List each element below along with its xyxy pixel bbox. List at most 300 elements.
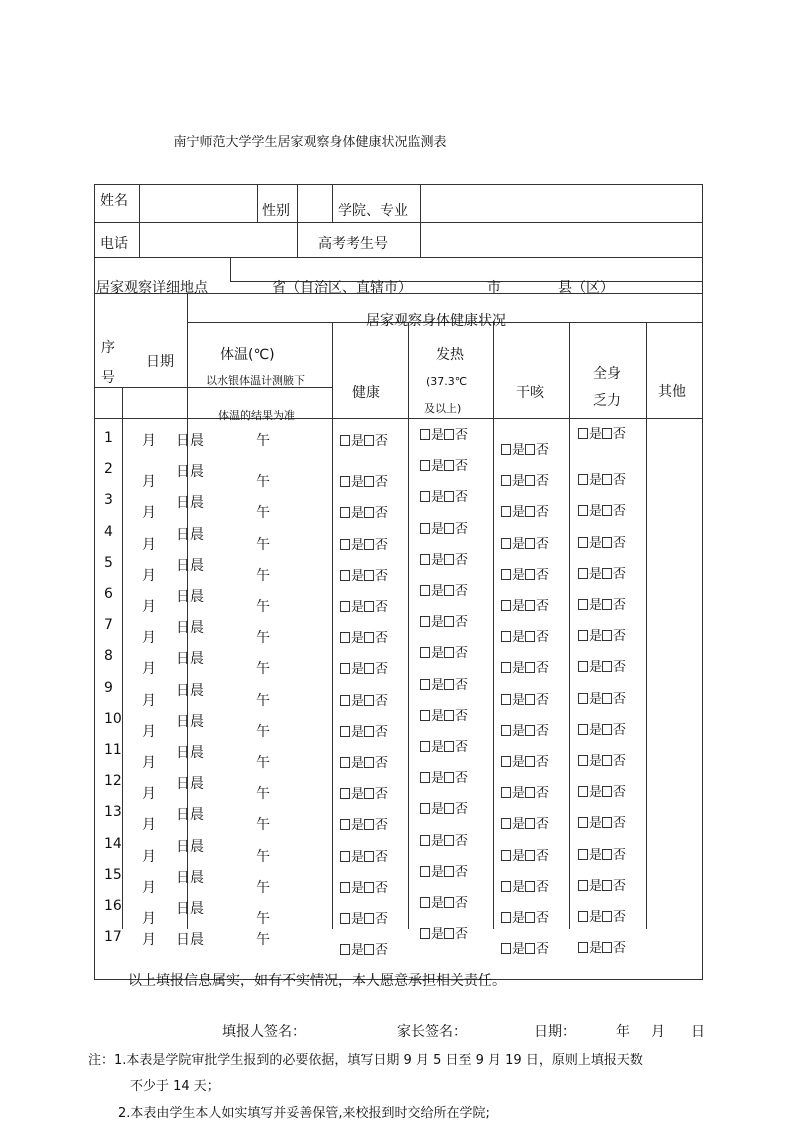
- yes-label: 是: [351, 631, 365, 647]
- checkbox-no[interactable]: [364, 882, 374, 893]
- row-number: 4: [104, 523, 113, 540]
- checkbox-yes[interactable]: [420, 460, 430, 471]
- no-label: 否: [613, 660, 627, 676]
- month-label: 月: [142, 661, 156, 678]
- checkbox-no[interactable]: [444, 710, 454, 721]
- checkbox-no[interactable]: [602, 911, 612, 922]
- no-label: 否: [613, 598, 627, 613]
- checkbox-yes[interactable]: [578, 537, 588, 548]
- yes-no-fever: [420, 455, 468, 474]
- no-label: 否: [375, 787, 389, 803]
- no-label: 否: [455, 927, 469, 943]
- day-label: 日: [176, 869, 190, 886]
- no-label: 否: [613, 754, 627, 769]
- yes-label: 是: [431, 584, 445, 599]
- checkbox-no[interactable]: [444, 928, 454, 939]
- checkbox-yes[interactable]: [340, 819, 350, 830]
- yes-no-cough: [501, 564, 549, 583]
- checkbox-no[interactable]: [602, 599, 612, 610]
- yes-no-fever: [420, 549, 468, 568]
- checkbox-yes[interactable]: [501, 538, 511, 549]
- yes-label: 是: [512, 599, 526, 614]
- checkbox-yes[interactable]: [420, 928, 430, 939]
- checkbox-no[interactable]: [525, 694, 535, 705]
- checkbox-no[interactable]: [364, 663, 374, 674]
- yes-label: 是: [589, 473, 603, 489]
- checkbox-yes[interactable]: [578, 505, 588, 516]
- page-title: 南宁师范大学学生居家观察身体健康状况监测表: [173, 135, 447, 150]
- checkbox-no[interactable]: [444, 616, 454, 627]
- month-label: 月: [142, 599, 156, 615]
- yes-no-fever: [420, 861, 468, 880]
- checkbox-yes[interactable]: [501, 912, 511, 923]
- checkbox-no[interactable]: [525, 756, 535, 767]
- checkbox-yes[interactable]: [340, 882, 350, 893]
- fever-note-1: (37.3℃: [426, 375, 468, 388]
- yes-label: 是: [431, 802, 445, 818]
- checkbox-no[interactable]: [444, 523, 454, 534]
- checkbox-no[interactable]: [364, 788, 374, 799]
- noon-label: 午: [256, 692, 270, 709]
- day-label: 日: [176, 682, 190, 699]
- no-label: 否: [613, 504, 627, 520]
- parent-signature-label: 家长签名：: [397, 1024, 467, 1040]
- checkbox-no[interactable]: [364, 539, 374, 550]
- yes-label: 是: [431, 896, 445, 911]
- yes-label: 是: [589, 754, 603, 769]
- checkbox-yes[interactable]: [578, 428, 588, 439]
- checkbox-yes[interactable]: [501, 756, 511, 767]
- row-number: 5: [104, 554, 113, 571]
- yes-no-cough: [501, 938, 549, 957]
- no-label: 否: [613, 878, 627, 894]
- checkbox-no[interactable]: [525, 881, 535, 892]
- checkbox-no[interactable]: [525, 662, 535, 673]
- morning-label: 晨: [190, 932, 204, 949]
- checkbox-no[interactable]: [444, 772, 454, 783]
- phone-label: 电话: [100, 236, 128, 252]
- yes-label: 是: [512, 817, 526, 833]
- checkbox-no[interactable]: [444, 554, 454, 565]
- no-label: 否: [375, 849, 389, 865]
- checkbox-yes[interactable]: [420, 897, 430, 908]
- row-number: 16: [104, 898, 122, 914]
- no-label: 否: [455, 459, 469, 475]
- checkbox-yes[interactable]: [340, 663, 350, 674]
- checkbox-yes[interactable]: [420, 772, 430, 783]
- no-label: 否: [455, 771, 469, 787]
- checkbox-yes[interactable]: [501, 600, 511, 611]
- day-label: 日: [176, 464, 190, 481]
- checkbox-no[interactable]: [602, 849, 612, 860]
- checkbox-yes[interactable]: [340, 757, 350, 768]
- yes-no-fever: [420, 580, 468, 599]
- no-label: 否: [536, 536, 550, 552]
- yes-no-cough: [501, 907, 549, 926]
- checkbox-yes[interactable]: [340, 851, 350, 862]
- checkbox-yes[interactable]: [501, 818, 511, 829]
- checkbox-no[interactable]: [444, 585, 454, 596]
- checkbox-no[interactable]: [364, 757, 374, 768]
- no-label: 否: [536, 567, 550, 583]
- yes-no-fatigue: [578, 423, 626, 442]
- no-label: 否: [613, 816, 627, 832]
- yes-label: 是: [512, 536, 526, 552]
- checkbox-no[interactable]: [602, 568, 612, 579]
- checkbox-yes[interactable]: [578, 817, 588, 828]
- checkbox-no[interactable]: [364, 726, 374, 737]
- yes-label: 是: [512, 474, 526, 490]
- checkbox-no[interactable]: [444, 647, 454, 658]
- yes-no-cough: [501, 501, 549, 520]
- checkbox-yes[interactable]: [578, 849, 588, 860]
- checkbox-no[interactable]: [525, 600, 535, 611]
- checkbox-no[interactable]: [364, 507, 374, 518]
- day-label: 日: [176, 932, 190, 949]
- city-label: 市: [487, 280, 501, 296]
- no-label: 否: [455, 490, 469, 506]
- checkbox-yes[interactable]: [340, 944, 350, 955]
- checkbox-no[interactable]: [525, 850, 535, 861]
- yes-label: 是: [351, 849, 365, 865]
- checkbox-no[interactable]: [525, 787, 535, 798]
- checkbox-yes[interactable]: [578, 880, 588, 891]
- no-label: 否: [536, 817, 550, 833]
- fatigue-header-1: 全身: [593, 366, 621, 382]
- date-day: 日: [691, 1024, 705, 1040]
- checkbox-yes[interactable]: [340, 435, 350, 446]
- checkbox-no[interactable]: [602, 661, 612, 672]
- checkbox-yes[interactable]: [501, 444, 511, 455]
- no-label: 否: [536, 942, 550, 958]
- yes-no-health: [340, 690, 388, 709]
- checkbox-no[interactable]: [602, 942, 612, 953]
- yes-label: 是: [589, 910, 603, 925]
- no-label: 否: [375, 880, 389, 896]
- checkbox-yes[interactable]: [578, 630, 588, 641]
- yes-no-fever: [420, 424, 468, 443]
- checkbox-no[interactable]: [364, 632, 374, 643]
- checkbox-yes[interactable]: [501, 787, 511, 798]
- no-label: 否: [375, 631, 389, 647]
- morning-label: 晨: [190, 620, 204, 637]
- checkbox-no[interactable]: [364, 695, 374, 706]
- no-label: 否: [536, 599, 550, 614]
- address-label: 居家观察详细地点: [96, 280, 208, 296]
- checkbox-no[interactable]: [364, 819, 374, 830]
- yes-no-fever: [420, 892, 468, 911]
- checkbox-no[interactable]: [444, 835, 454, 846]
- checkbox-no[interactable]: [444, 679, 454, 690]
- yes-label: 是: [431, 708, 445, 724]
- yes-no-cough: [501, 470, 549, 489]
- checkbox-yes[interactable]: [578, 568, 588, 579]
- noon-label: 午: [256, 786, 270, 803]
- no-label: 否: [375, 943, 389, 959]
- checkbox-no[interactable]: [364, 851, 374, 862]
- yes-no-health: [340, 502, 388, 521]
- day-label: 日: [176, 433, 190, 449]
- checkbox-yes[interactable]: [578, 911, 588, 922]
- checkbox-yes[interactable]: [420, 803, 430, 814]
- no-label: 否: [375, 568, 389, 584]
- checkbox-no[interactable]: [364, 944, 374, 955]
- checkbox-yes[interactable]: [420, 554, 430, 565]
- checkbox-yes[interactable]: [578, 693, 588, 704]
- checkbox-yes[interactable]: [420, 710, 430, 721]
- morning-label: 晨: [190, 464, 204, 481]
- checkbox-no[interactable]: [364, 570, 374, 581]
- yes-no-cough: [501, 689, 549, 708]
- checkbox-yes[interactable]: [340, 507, 350, 518]
- note-1-line-1: 注：1.本表是学院审批学生报到的必要依据，填写日期 9 月 5 日至 9 月 19 日，原则上填报天数: [88, 1053, 643, 1068]
- checkbox-no[interactable]: [602, 755, 612, 766]
- yes-no-fatigue: [578, 750, 626, 769]
- noon-label: 午: [256, 911, 270, 927]
- checkbox-yes[interactable]: [501, 725, 511, 736]
- exam-id-label: 高考考生号: [318, 236, 388, 252]
- yes-no-fatigue: [578, 812, 626, 831]
- yes-label: 是: [351, 912, 365, 927]
- checkbox-yes[interactable]: [420, 835, 430, 846]
- checkbox-yes[interactable]: [340, 788, 350, 799]
- checkbox-yes[interactable]: [420, 866, 430, 877]
- checkbox-yes[interactable]: [578, 599, 588, 610]
- checkbox-no[interactable]: [444, 491, 454, 502]
- no-label: 否: [455, 896, 469, 911]
- checkbox-no[interactable]: [525, 506, 535, 517]
- yes-no-health: [340, 783, 388, 802]
- row-number: 10: [104, 710, 122, 727]
- no-label: 否: [375, 724, 389, 740]
- no-label: 否: [455, 677, 469, 693]
- checkbox-yes[interactable]: [420, 491, 430, 502]
- yes-no-fatigue: [578, 532, 626, 551]
- checkbox-no[interactable]: [602, 474, 612, 485]
- checkbox-yes[interactable]: [420, 647, 430, 658]
- checkbox-yes[interactable]: [501, 662, 511, 673]
- noon-label: 午: [256, 630, 270, 647]
- no-label: 否: [613, 910, 627, 925]
- row-number: 9: [104, 679, 113, 696]
- checkbox-no[interactable]: [364, 601, 374, 612]
- checkbox-yes[interactable]: [420, 679, 430, 690]
- yes-label: 是: [351, 943, 365, 959]
- yes-label: 是: [589, 847, 603, 863]
- noon-label: 午: [256, 661, 270, 678]
- yes-no-cough: [501, 626, 549, 645]
- checkbox-yes[interactable]: [578, 786, 588, 797]
- yes-label: 是: [589, 878, 603, 894]
- day-label: 日: [176, 495, 190, 512]
- yes-label: 是: [589, 566, 603, 582]
- checkbox-yes[interactable]: [420, 616, 430, 627]
- checkbox-yes[interactable]: [501, 694, 511, 705]
- other-header: 其他: [658, 384, 686, 400]
- yes-no-health: [340, 627, 388, 646]
- fever-header: 发热: [436, 347, 464, 363]
- checkbox-no[interactable]: [525, 818, 535, 829]
- checkbox-no[interactable]: [525, 943, 535, 954]
- month-label: 月: [142, 474, 156, 491]
- checkbox-no[interactable]: [444, 741, 454, 752]
- yes-no-cough: [501, 595, 549, 614]
- row-number: 15: [104, 866, 122, 883]
- yes-label: 是: [589, 535, 603, 551]
- checkbox-yes[interactable]: [578, 755, 588, 766]
- yes-no-fever: [420, 611, 468, 630]
- checkbox-no[interactable]: [602, 693, 612, 704]
- row-number: 1: [104, 430, 113, 446]
- checkbox-yes[interactable]: [501, 850, 511, 861]
- row-number: 8: [104, 648, 113, 665]
- no-label: 否: [375, 506, 389, 522]
- noon-label: 午: [256, 433, 270, 449]
- checkbox-no[interactable]: [444, 803, 454, 814]
- checkbox-no[interactable]: [525, 475, 535, 486]
- morning-label: 晨: [190, 651, 204, 668]
- yes-no-cough: [501, 782, 549, 801]
- checkbox-yes[interactable]: [501, 569, 511, 580]
- yes-no-fatigue: [578, 594, 626, 613]
- checkbox-no[interactable]: [444, 460, 454, 471]
- checkbox-no[interactable]: [525, 444, 535, 455]
- checkbox-no[interactable]: [525, 912, 535, 923]
- checkbox-yes[interactable]: [578, 724, 588, 735]
- month-label: 月: [142, 505, 156, 522]
- checkbox-yes[interactable]: [340, 726, 350, 737]
- checkbox-no[interactable]: [525, 538, 535, 549]
- yes-no-fatigue: [578, 656, 626, 675]
- checkbox-yes[interactable]: [578, 942, 588, 953]
- no-label: 否: [613, 785, 627, 801]
- month-label: 月: [142, 911, 156, 927]
- no-label: 否: [613, 535, 627, 551]
- checkbox-yes[interactable]: [420, 429, 430, 440]
- no-label: 否: [455, 833, 469, 849]
- yes-no-fatigue: [578, 844, 626, 863]
- yes-label: 是: [351, 600, 365, 615]
- yes-label: 是: [351, 724, 365, 740]
- row-number: 14: [104, 835, 122, 852]
- checkbox-yes[interactable]: [340, 570, 350, 581]
- no-label: 否: [375, 537, 389, 553]
- yes-label: 是: [351, 662, 365, 678]
- checkbox-no[interactable]: [602, 505, 612, 516]
- day-label: 日: [176, 901, 190, 917]
- yes-no-cough: [501, 720, 549, 739]
- yes-label: 是: [512, 879, 526, 895]
- no-label: 否: [455, 708, 469, 724]
- checkbox-no[interactable]: [602, 428, 612, 439]
- checkbox-yes[interactable]: [340, 539, 350, 550]
- month-label: 月: [142, 879, 156, 896]
- checkbox-yes[interactable]: [340, 632, 350, 643]
- yes-no-fever: [420, 736, 468, 755]
- checkbox-no[interactable]: [444, 429, 454, 440]
- yes-label: 是: [431, 864, 445, 880]
- checkbox-no[interactable]: [525, 631, 535, 642]
- checkbox-yes[interactable]: [340, 476, 350, 487]
- checkbox-yes[interactable]: [501, 943, 511, 954]
- yes-no-fever: [420, 798, 468, 817]
- checkbox-no[interactable]: [602, 537, 612, 548]
- yes-no-fatigue: [578, 781, 626, 800]
- noon-label: 午: [256, 932, 270, 949]
- checkbox-yes[interactable]: [501, 475, 511, 486]
- college-label: 学院、专业: [338, 203, 408, 219]
- checkbox-yes[interactable]: [578, 474, 588, 485]
- seq-header-1: 序: [101, 340, 115, 356]
- day-label: 日: [176, 651, 190, 668]
- noon-label: 午: [256, 879, 270, 896]
- checkbox-no[interactable]: [602, 880, 612, 891]
- checkbox-yes[interactable]: [501, 506, 511, 517]
- no-label: 否: [613, 427, 627, 442]
- checkbox-yes[interactable]: [578, 661, 588, 672]
- yes-no-health: [340, 814, 388, 833]
- yes-label: 是: [589, 660, 603, 676]
- checkbox-yes[interactable]: [420, 741, 430, 752]
- checkbox-no[interactable]: [525, 725, 535, 736]
- noon-label: 午: [256, 755, 270, 771]
- date-signature-label: 日期：: [534, 1024, 576, 1040]
- row-number: 2: [104, 461, 113, 478]
- yes-label: 是: [512, 505, 526, 521]
- checkbox-yes[interactable]: [340, 601, 350, 612]
- morning-label: 晨: [190, 713, 204, 730]
- checkbox-no[interactable]: [444, 897, 454, 908]
- checkbox-yes[interactable]: [340, 913, 350, 924]
- morning-label: 晨: [190, 526, 204, 543]
- day-label: 日: [176, 557, 190, 574]
- yes-label: 是: [589, 427, 603, 442]
- checkbox-yes[interactable]: [501, 881, 511, 892]
- checkbox-no[interactable]: [602, 817, 612, 828]
- checkbox-no[interactable]: [525, 569, 535, 580]
- checkbox-no[interactable]: [364, 913, 374, 924]
- checkbox-no[interactable]: [364, 476, 374, 487]
- no-label: 否: [613, 629, 627, 645]
- yes-label: 是: [512, 630, 526, 646]
- yes-no-fever: [420, 923, 468, 942]
- yes-no-fatigue: [578, 469, 626, 488]
- checkbox-no[interactable]: [602, 630, 612, 641]
- checkbox-no[interactable]: [602, 786, 612, 797]
- yes-no-health: [340, 877, 388, 896]
- morning-label: 晨: [190, 838, 204, 855]
- checkbox-no[interactable]: [444, 866, 454, 877]
- yes-label: 是: [589, 816, 603, 832]
- name-label: 姓名: [100, 193, 128, 209]
- morning-label: 晨: [190, 745, 204, 761]
- yes-label: 是: [351, 787, 365, 803]
- checkbox-yes[interactable]: [420, 585, 430, 596]
- checkbox-yes[interactable]: [340, 695, 350, 706]
- checkbox-yes[interactable]: [501, 631, 511, 642]
- yes-label: 是: [351, 880, 365, 896]
- no-label: 否: [375, 662, 389, 678]
- yes-label: 是: [512, 723, 526, 739]
- seq-header-2: 号: [101, 370, 115, 386]
- checkbox-no[interactable]: [602, 724, 612, 735]
- health-header: 健康: [352, 385, 380, 401]
- checkbox-no[interactable]: [364, 435, 374, 446]
- yes-label: 是: [512, 848, 526, 864]
- no-label: 否: [455, 740, 469, 755]
- morning-label: 晨: [190, 557, 204, 574]
- checkbox-yes[interactable]: [420, 523, 430, 534]
